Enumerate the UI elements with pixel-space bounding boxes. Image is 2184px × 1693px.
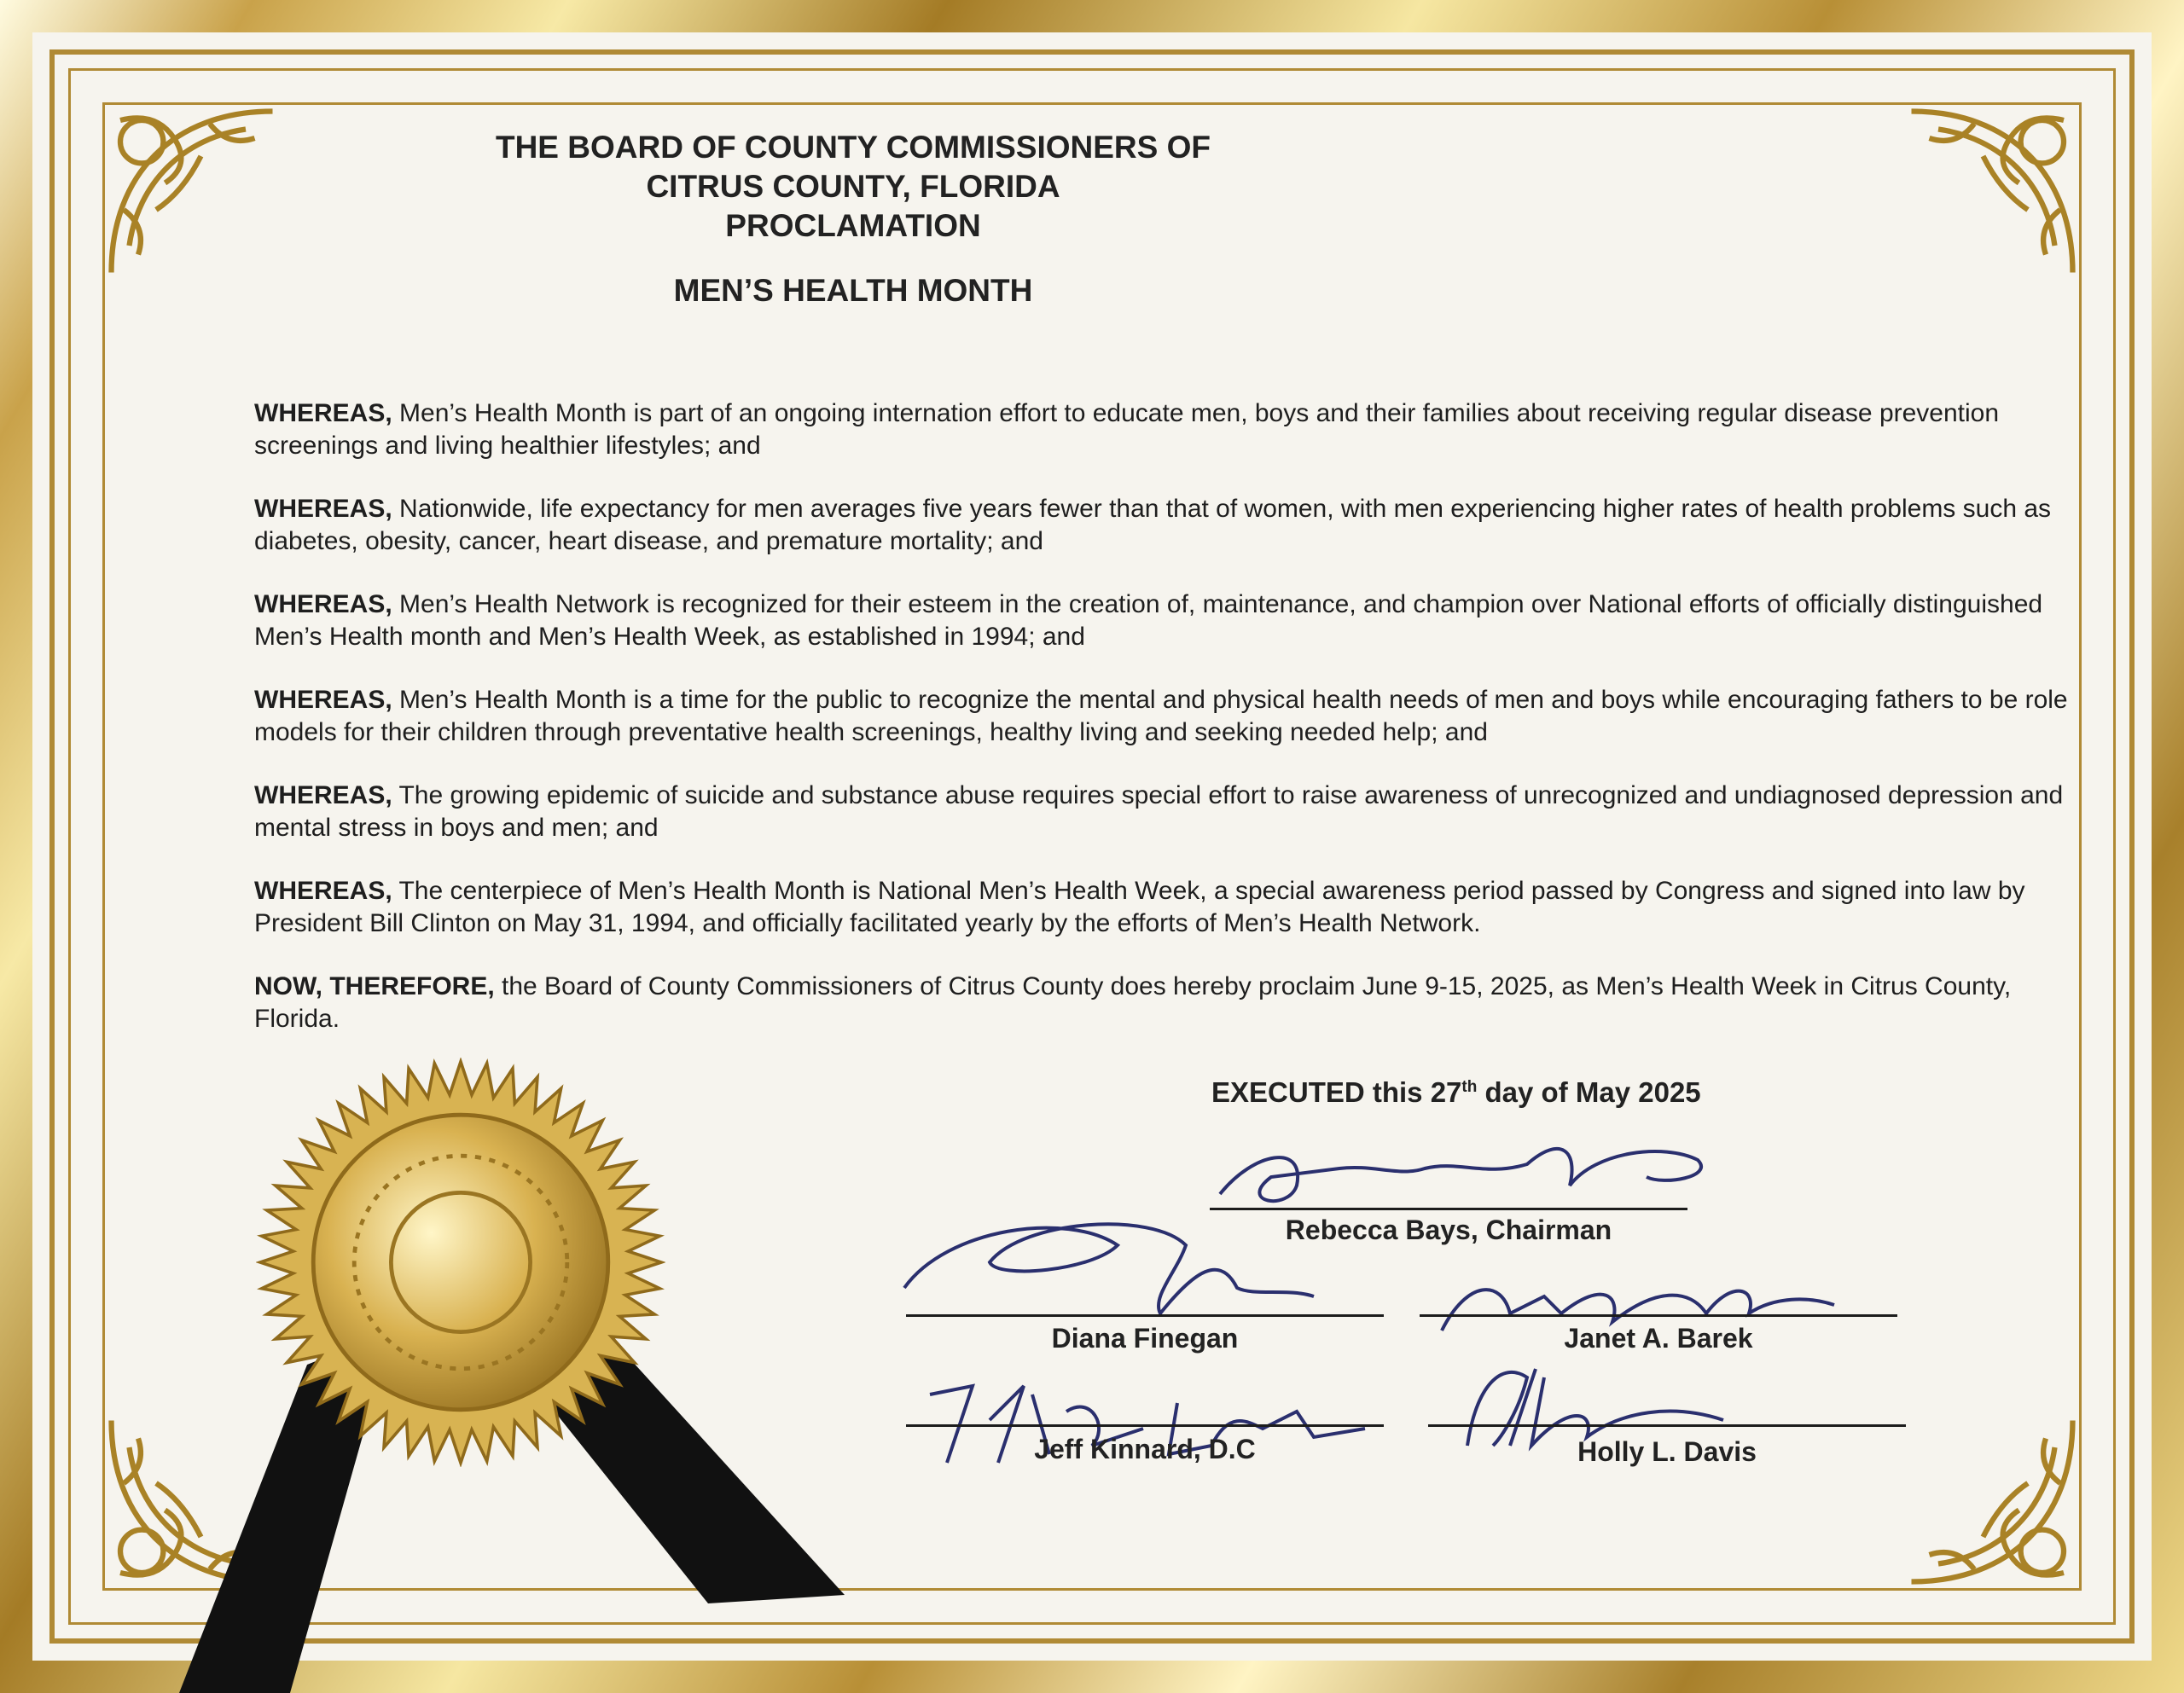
clause-text: the Board of County Commissioners of Citrus County does hereby proclaim June 9-15, 2025, as Men’s Health Week in Citrus County, Florida. — [254, 972, 2012, 1033]
clause-text: The centerpiece of Men’s Health Month is National Men’s Health Week, a special awareness period passed by Congress and signed into law by President Bill Clinton on May 31, 1994, and officially facilitated yearly by the efforts of Men’s Health Network. — [254, 877, 2025, 937]
executed-date — [1211, 1076, 1701, 1109]
signature-line — [906, 1424, 1384, 1427]
proclamation-subtitle: MEN’S HEALTH MONTH — [673, 273, 1033, 308]
clause-paragraph — [254, 875, 2071, 940]
ornament-corner-icon — [1902, 1412, 2082, 1591]
signature-line — [906, 1314, 1384, 1317]
signature-line — [1428, 1424, 1906, 1427]
signatory-4: Holly L. Davis — [1577, 1436, 1757, 1467]
clause-lead: WHEREAS, — [254, 399, 392, 427]
clause-text: Nationwide, life expectancy for men averages five years fewer than that of women, with men experiencing higher rates of health problems such as diabetes, obesity, cancer, heart disease, and premature mortality; and — [254, 495, 2052, 555]
signatory-chair: Rebecca Bays, Chairman — [1285, 1215, 1612, 1245]
clause-paragraph — [254, 780, 2071, 844]
clause-lead: NOW, THEREFORE, — [254, 972, 495, 1000]
clause-lead: WHEREAS, — [254, 781, 392, 809]
signature-diana-finegan — [896, 1194, 1322, 1322]
clause-paragraph — [254, 971, 2071, 1035]
proclamation-body — [254, 397, 2071, 1066]
clause-text: Men’s Health Month is part of an ongoing internation effort to educate men, boys and their families about receiving regular disease prevention screenings and living healthier lifestyles; and — [254, 399, 2000, 460]
title-line-3: PROCLAMATION — [725, 208, 981, 243]
title-line-1: THE BOARD OF COUNTY COMMISSIONERS OF — [495, 130, 1211, 165]
clause-text: Men’s Health Month is a time for the public to recognize the mental and physical health needs of men and boys while encouraging fathers to be role models for their children through preventative health screenings, healthy living and seeking needed help; and — [254, 686, 2068, 746]
clause-text: Men’s Health Network is recognized for their esteem in the creation of, maintenance, and champion over National efforts of officially distinguished Men’s Health month and Men’s Health Week, as established in 1994; and — [254, 590, 2043, 651]
clause-lead: WHEREAS, — [254, 495, 392, 523]
executed-suffix: day of May 2025 — [1477, 1076, 1701, 1108]
executed-prefix: EXECUTED this 27 — [1211, 1076, 1462, 1108]
signatory-3: Jeff Kinnard, D.C — [1034, 1434, 1256, 1464]
clause-paragraph — [254, 397, 2071, 462]
executed-ordinal: th — [1461, 1078, 1478, 1096]
clause-paragraph — [254, 493, 2071, 558]
clause-paragraph — [254, 684, 2071, 749]
signatory-1: Diana Finegan — [1051, 1323, 1239, 1354]
clause-lead: WHEREAS, — [254, 686, 392, 714]
clause-paragraph — [254, 588, 2071, 653]
signature-line — [1420, 1314, 1897, 1317]
title-line-2: CITRUS COUNTY, FLORIDA — [646, 169, 1060, 204]
clause-lead: WHEREAS, — [254, 590, 392, 618]
gold-seal-icon — [256, 1058, 665, 1467]
signatory-2: Janet A. Barek — [1564, 1323, 1753, 1354]
clause-lead: WHEREAS, — [254, 877, 392, 905]
clause-text: The growing epidemic of suicide and substance abuse requires special effort to raise awareness of unrecognized and undiagnosed depression and mental stress in boys and men; and — [254, 781, 2064, 842]
